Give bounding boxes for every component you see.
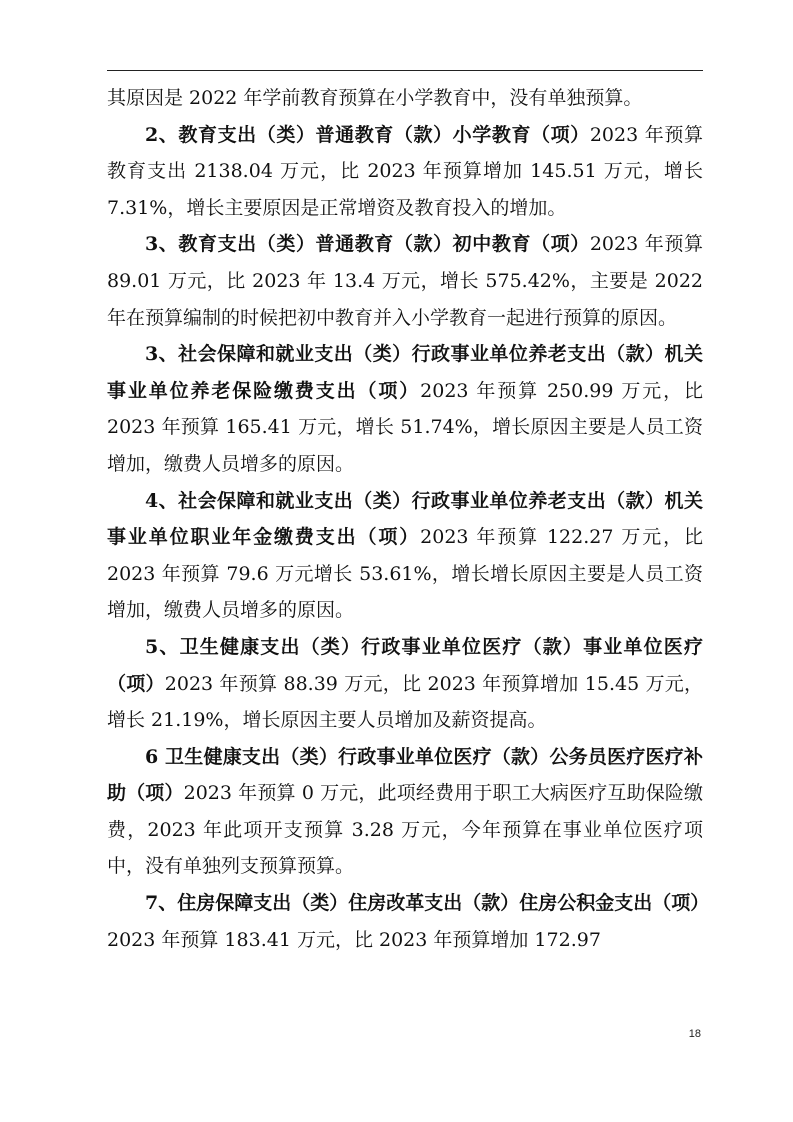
- paragraph-body: 2023 年预算 0 万元，此项经费用于职工大病医疗互助保险缴费，2023 年此项开支预算 3.28 万元，今年预算在事业单位医疗项中，没有单独列支预算预算。: [107, 782, 703, 878]
- paragraph-body: 2023 年预算 183.41 万元，比 2023 年预算增加 172.97: [107, 928, 601, 951]
- paragraph-body: 2023 年预算 122.27 万元，比 2023 年预算 79.6 万元增长 53.61%，增长增长原因主要是人员工资增加，缴费人员增多的原因。: [107, 526, 703, 622]
- paragraph-body: 2023 年预算 89.01 万元，比 2023 年 13.4 万元，增长 575.42%，主要是 2022 年在预算编制的时候把初中教育并入小学教育一起进行预算的原因。: [107, 233, 703, 329]
- paragraph-heading: 2、教育支出（类）普通教育（款）小学教育（项）: [145, 123, 590, 146]
- paragraph-item-2-primary-education: [107, 117, 703, 227]
- paragraph-heading: 3、教育支出（类）普通教育（款）初中教育（项）: [145, 233, 590, 256]
- paragraph-heading: 6 卫生健康支出（类）行政事业单位医疗（款）公务员医疗医疗补助（项）: [107, 745, 703, 805]
- document-body: [107, 80, 710, 958]
- paragraph-continuation: [107, 80, 703, 117]
- paragraph-body: 其原因是 2022 年学前教育预算在小学教育中，没有单独预算。: [107, 87, 643, 109]
- paragraph-heading: 7、住房保障支出（类）住房改革支出（款）住房公积金支出（项）: [145, 892, 710, 915]
- paragraph-heading: 3、社会保障和就业支出（类）行政事业单位养老支出（款）机关事业单位养老保险缴费支出（项）: [107, 343, 703, 402]
- paragraph-body: 2023 年预算 250.99 万元，比 2023 年预算 165.41 万元，增长 51.74%，增长原因主要是人员工资增加，缴费人员增多的原因。: [107, 379, 703, 475]
- paragraph-body: 2023 年预算 88.39 万元，比 2023 年预算增加 15.45 万元，增长 21.19%，增长原因主要人员增加及薪资提高。: [107, 672, 703, 732]
- paragraph-heading: 5、卫生健康支出（类）行政事业单位医疗（款）事业单位医疗（项）: [107, 635, 703, 695]
- page-number: 18: [688, 1028, 701, 1040]
- paragraph-item-6-civil-servant-medical: [107, 739, 703, 885]
- paragraph-body: 2023 年预算教育支出 2138.04 万元，比 2023 年预算增加 145.51 万元，增长 7.31%，增长主要原因是正常增资及教育投入的增加。: [107, 123, 703, 219]
- paragraph-item-3-pension-insurance: [107, 336, 703, 482]
- paragraph-item-3-junior-education: [107, 226, 703, 336]
- header-rule: [107, 70, 703, 71]
- paragraph-item-4-occupational-annuity: [107, 483, 703, 629]
- paragraph-item-7-housing-fund: [107, 885, 710, 958]
- paragraph-heading: 4、社会保障和就业支出（类）行政事业单位养老支出（款）机关事业单位职业年金缴费支出（项）: [107, 489, 703, 549]
- paragraph-item-5-institution-medical: [107, 629, 703, 739]
